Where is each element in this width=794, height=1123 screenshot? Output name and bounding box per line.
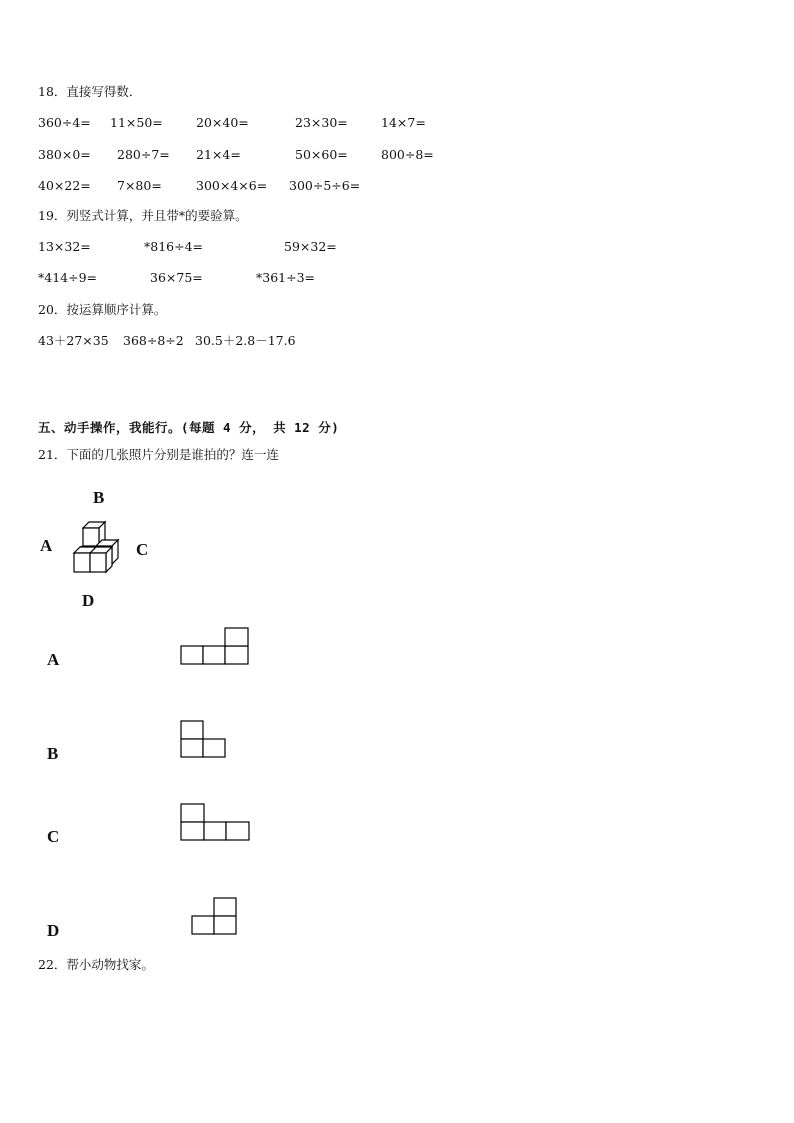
q18-item: 300×4×6= xyxy=(196,178,268,193)
section-5-heading: 五、动手操作，我能行。(每题 4 分， 共 12 分) xyxy=(38,420,340,435)
q18-item: 11×50= xyxy=(110,115,163,130)
q18-item: 360÷4= xyxy=(38,115,91,130)
view-shape-a xyxy=(181,628,251,668)
q18-item: 14×7= xyxy=(381,115,426,130)
q19-item: 59×32= xyxy=(284,239,337,254)
q18-title: 18．直接写得数． xyxy=(38,84,142,99)
view-label-d: D xyxy=(47,921,60,940)
view-label-c: C xyxy=(47,827,60,846)
q18-item: 50×60= xyxy=(295,147,348,162)
q19-item: *816÷4= xyxy=(144,239,204,254)
q19-title: 19．列竖式计算，并且带*的要验算。 xyxy=(38,208,248,223)
view-shape-b xyxy=(181,721,231,761)
view-label-a: A xyxy=(47,650,60,669)
q18-item: 300÷5÷6= xyxy=(289,178,361,193)
q18-item: 380×0= xyxy=(38,147,91,162)
q18-item: 280÷7= xyxy=(117,147,170,162)
q19-item: 36×75= xyxy=(150,270,203,285)
q18-item: 23×30= xyxy=(295,115,348,130)
q20-item: 43＋27×35 xyxy=(38,333,109,348)
viewpoint-label-top: B xyxy=(93,488,105,507)
view-shape-c xyxy=(181,804,251,844)
viewpoint-label-bottom: D xyxy=(82,591,95,610)
view-shape-d xyxy=(192,898,242,938)
q20-item: 30.5＋2.8－17.6 xyxy=(195,333,296,348)
cube-stack-figure xyxy=(70,518,130,578)
q20-item: 368÷8÷2 xyxy=(123,333,184,348)
viewpoint-label-left: A xyxy=(40,536,53,555)
q22-title: 22．帮小动物找家。 xyxy=(38,957,154,972)
view-label-b: B xyxy=(47,744,59,763)
q19-item: *414÷9= xyxy=(38,270,98,285)
q19-item: 13×32= xyxy=(38,239,91,254)
q21-title: 21．下面的几张照片分别是谁拍的？连一连 xyxy=(38,447,279,462)
q18-item: 800÷8= xyxy=(381,147,434,162)
q20-title: 20．按运算顺序计算。 xyxy=(38,302,167,317)
q18-item: 40×22= xyxy=(38,178,91,193)
q19-item: *361÷3= xyxy=(256,270,316,285)
q18-item: 20×40= xyxy=(196,115,249,130)
q18-item: 7×80= xyxy=(117,178,162,193)
q18-item: 21×4= xyxy=(196,147,241,162)
viewpoint-label-right: C xyxy=(136,540,149,559)
